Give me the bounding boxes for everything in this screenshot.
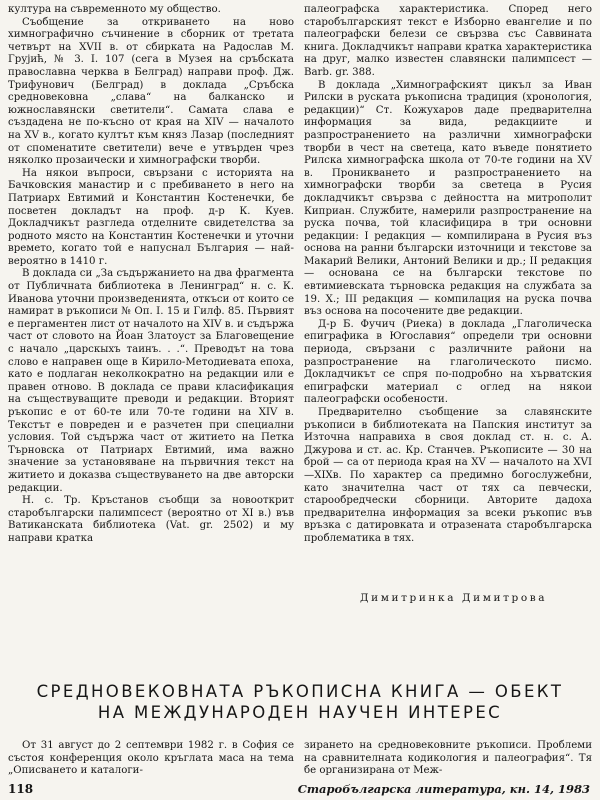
paragraph: палеографска характеристика. Според него старобългарският текст е Изборно евангелие и по палеографски белези се свързва със Саввината книга. Докладчикът направи кратка характеристика на друг, малко известен славянски палимпсест — Barb. gr. 388. [304, 4, 592, 78]
paragraph: В доклада си „За съдържанието на два фрагмента от Публичната библиотека в Ленинград“ н. с. К. Иванова уточни произведенията, откъси от които се намират в ръкописи № Оп. I. 15 и Гилф. 85. Първият е пергаментен лист от началото на XIV в. и съдържа част от словото на Йоан Златоуст за Благовещение с начало „царскыхъ таинъ. . .“. Преводът на това слово е направен още в Кирило-Методиевата епоха, като е подлаган неколкократно на редакции или е правен отново. В доклада се прави класификация на съществуващите преводи и редакции. Вторият ръкопис е от 60-те или 70-те години на XIV в. Текстът е повреден и е разчетен при специални условия. Той съдържа част от житието на Петка Търновска от Патриарх Евтимий, има важно значение за установяване на първичния текст на житието и доказва съществуването на две авторски редакции. [8, 268, 294, 494]
paragraph: култура на съвременното му общество. [8, 4, 221, 15]
page-number: 118 [8, 782, 34, 796]
paragraph: Н. с. Тр. Кръстанов съобщи за новооткрит старобългарски палимпсест (вероятно от XI в.) във Ватиканската библиотека (Vat. gr. 2502) и му направи кратка [8, 495, 294, 544]
paragraph: На някои въпроси, свързани с историята на Бачковския манастир и с пребиването в него на Патриарх Евтимий и Константин Костенечки, бе посветен докладът на проф. д-р К. Куев. Докладчикът разгледа отделните свидетелства за родното място на Константин Костенечки и уточни времето, когато той е напуснал България — най-вероятно в 1410 г. [8, 167, 294, 267]
bottom-left-column [8, 740, 294, 778]
paragraph: Д-р Б. Фучич (Риека) в доклада „Глаголическа епиграфика в Югославия“ определи три основни периода, свързани с различните райони на разпространение на глаголическото писмо. Докладчикът се спря по-подробно на хърватския епиграфски материал с оглед на някои палеографски особености. [304, 318, 592, 406]
journal-running-footer: Старобългарска литература, кн. 14, 1983 [297, 782, 590, 796]
section-heading-line-2: НА МЕЖДУНАРОДЕН НАУЧЕН ИНТЕРЕС [97, 703, 503, 722]
left-column [8, 4, 294, 546]
paragraph: зирането на средновековните ръкописи. Проблеми на сравнителната кодикология и палеография“. Тя бе организирана от Меж- [304, 740, 592, 777]
paragraph: Съобщение за откриването на ново химнографично съчинение в сборник от третата четвърт на XVII в. от сбирката на Радослав М. Грујић, № 3. I. 107 (сега в Музея на сръбската православна черква в Белград) направи проф. Дж. Трифунович (Белград) в доклада „Сръбска средновековна „слава“ на балканско и южнославянски светители“. Самата слава е създадена не по-късно от края на XIV — началото на XV в., когато култът към княз Лазар (последният от споменатите светители) вече е утвърден чрез няколко прозаически и химнографски творби. [8, 16, 294, 167]
section-heading-line-1: СРЕДНОВЕКОВНАТА РЪКОПИСНА КНИГА — ОБЕКТ [36, 682, 564, 701]
author-signature: Димитринка Димитрова [360, 592, 548, 604]
paragraph: В доклада „Химнографският цикъл за Иван Рилски в руската ръкописна традиция (хронология, редакции)“ Ст. Кожухаров даде предварителна информация за вида, редакциите и разпространението на различни химнографски творби в чест на светеца, като въведе понятието Рилска химнографска школа от 70-те години на XV в. Проникването и разпространението на химнографски творби за светеца в Русия докладчикът свързва с дейността на митрополит Киприан. Службите, намерили разпространение на руска почва, той класифицира в три основни редакции: I редакция — компилирана в Русия въз основа на ранни български източници и текстове за Макарий Велики, Антоний Велики и др.; II редакция — основана се на български текстове по евтимиевската търновска редакция на службата за 19. X.; III редакция — компилация на руска почва въз основа на посочените две редакции. [304, 79, 592, 318]
bottom-right-column [304, 740, 592, 778]
paragraph: От 31 август до 2 септември 1982 г. в София се състоя конференция около кръглата маса на тема „Описването и каталоги- [8, 740, 294, 777]
paragraph: Предварително съобщение за славянските ръкописи в библиотеката на Папския институт за Източна направиха в своя доклад ст. н. с. А. Джурова и ст. ас. Кр. Станчев. Ръкописите — 30 на брой — са от периода края на XV — началото на XVI—XIXв. По характер са предимно богослужебни, като значителна част от тях са певчески, старообредчески сборници. Авторите дадоха предварителна информация за всеки ръкопис във връзка с датировката и отразената старобългарска проблематика в тях. [304, 407, 592, 544]
right-column [304, 4, 592, 546]
